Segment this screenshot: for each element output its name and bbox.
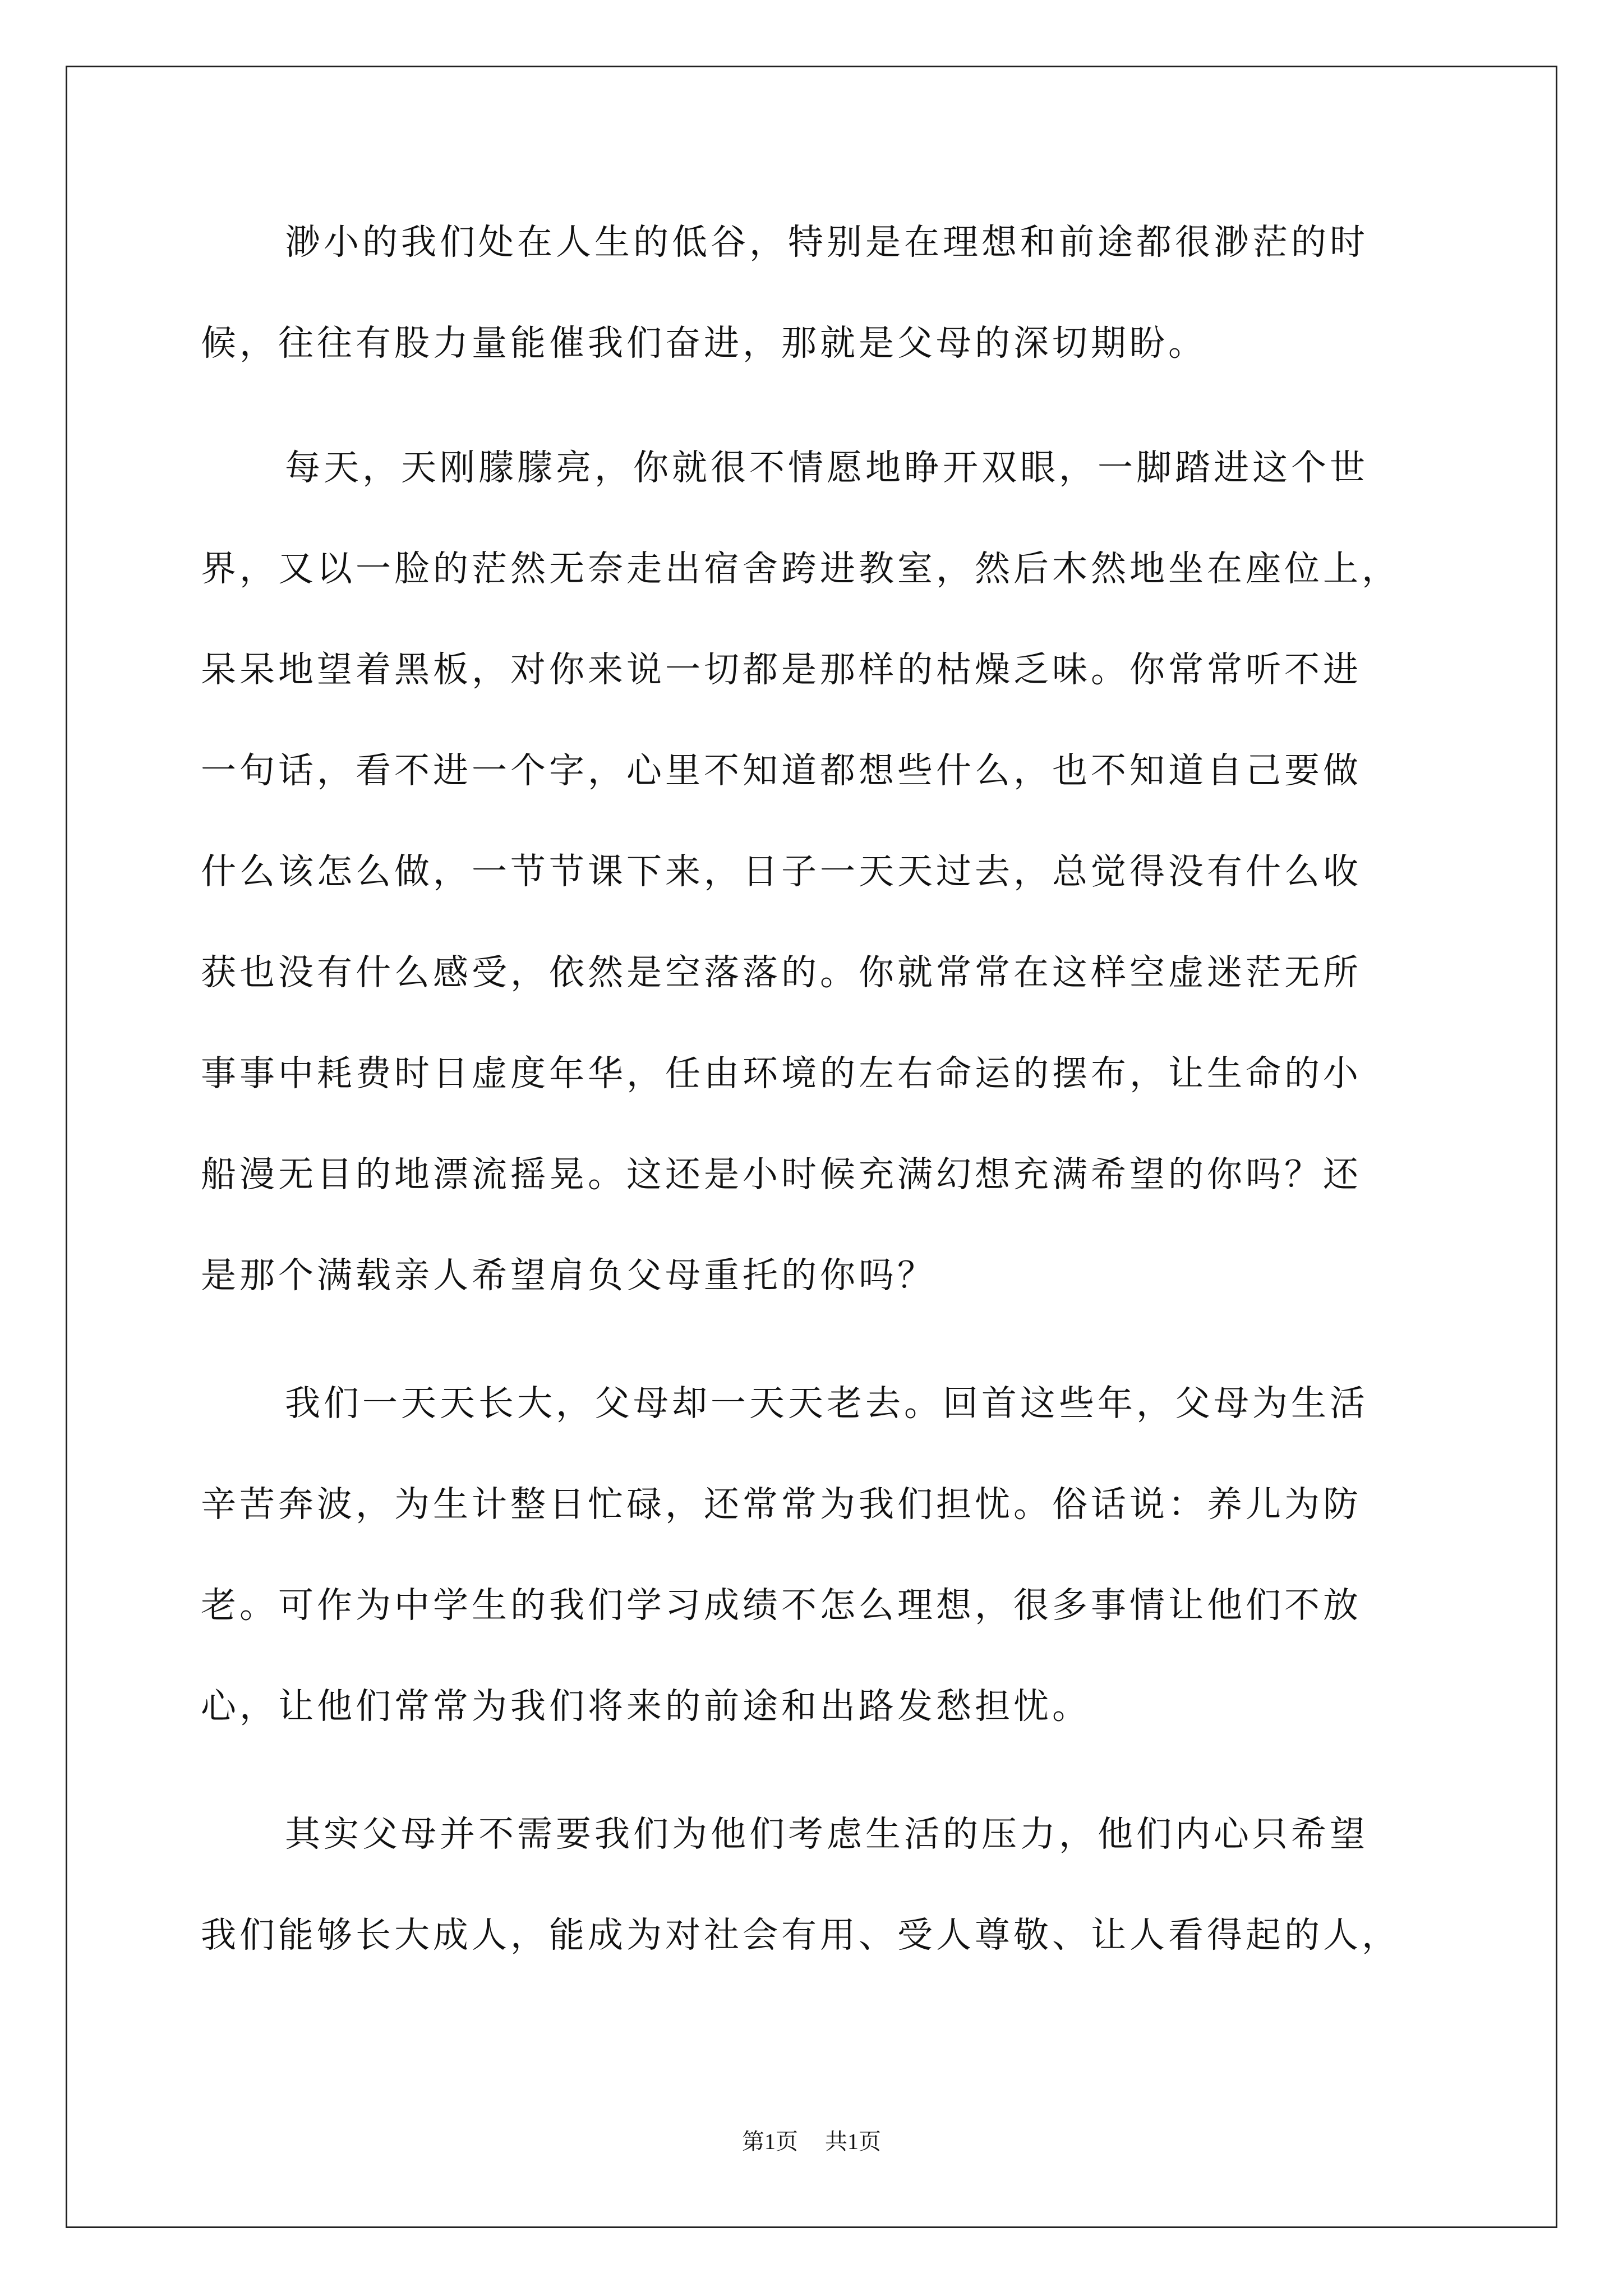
page-number: 第1页 [742,2129,798,2154]
text-line: 船漫无目的地漂流摇晃。这还是小时候充满幻想充满希望的你吗？还 [201,1154,1362,1195]
text-line: 渺小的我们处在人生的低谷，特别是在理想和前途都很渺茫的时 [285,222,1368,263]
text-line: 心，让他们常常为我们将来的前途和出路发愁担忧。 [201,1686,1091,1727]
text-line: 是那个满载亲人希望肩负父母重托的你吗？ [201,1255,936,1296]
text-line: 获也没有什么感受，依然是空落落的。你就常常在这样空虚迷茫无所 [201,952,1362,993]
page-total: 共1页 [825,2129,881,2154]
text-line: 我们能够长大成人，能成为对社会有用、受人尊敬、让人看得起的人， [201,1915,1400,1955]
page-footer [0,2125,1623,2159]
text-line: 什么该怎么做，一节节课下来，日子一天天过去，总觉得没有什么收 [201,851,1362,892]
text-line: 一句话，看不进一个字，心里不知道都想些什么，也不知道自己要做 [201,750,1362,791]
text-line: 事事中耗费时日虚度年华，任由环境的左右命运的摆布，让生命的小 [201,1053,1362,1094]
text-line: 其实父母并不需要我们为他们考虑生活的压力，他们内心只希望 [285,1814,1368,1855]
text-line: 界，又以一脸的茫然无奈走出宿舍跨进教室，然后木然地坐在座位上， [201,548,1400,589]
text-line: 候，往往有股力量能催我们奋进，那就是父母的深切期盼。 [201,323,1207,364]
text-line: 辛苦奔波，为生计整日忙碌，还常常为我们担忧。俗话说：养儿为防 [201,1484,1362,1525]
text-line: 老。可作为中学生的我们学习成绩不怎么理想，很多事情让他们不放 [201,1585,1362,1626]
text-line: 我们一天天长大，父母却一天天老去。回首这些年，父母为生活 [285,1383,1368,1424]
text-line: 呆呆地望着黑板，对你来说一切都是那样的枯燥乏味。你常常听不进 [201,649,1362,690]
text-line: 每天，天刚朦朦亮，你就很不情愿地睁开双眼，一脚踏进这个世 [285,447,1368,488]
